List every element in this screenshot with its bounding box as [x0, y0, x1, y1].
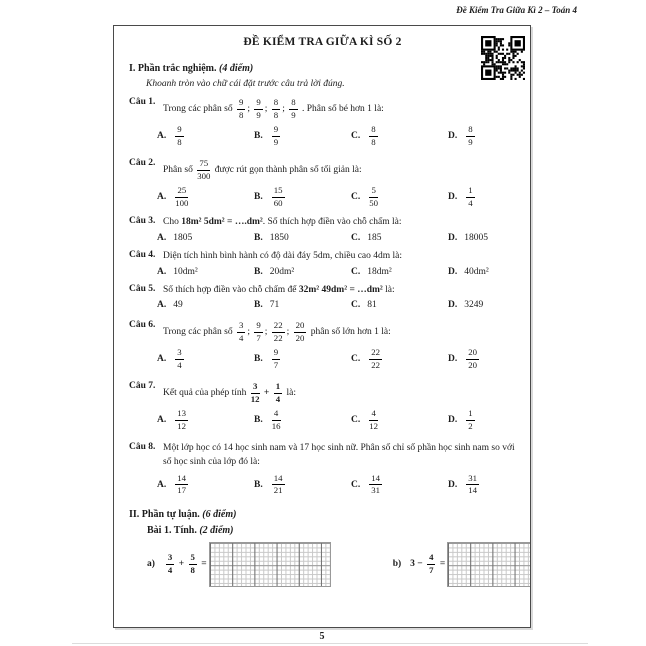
- answer-value: 18dm²: [367, 266, 392, 277]
- question-label: Câu 1.: [129, 97, 156, 107]
- fraction-numerator: 31: [466, 474, 479, 486]
- answer-label: D.: [448, 192, 458, 202]
- answer-label: B.: [254, 131, 263, 141]
- answer-value: 40dm²: [464, 266, 489, 277]
- fraction-numerator: 25: [175, 186, 188, 198]
- fraction-denominator: 9: [256, 109, 261, 120]
- fraction: [175, 186, 188, 208]
- exercise-expression: [410, 552, 445, 576]
- fraction-numerator: 20: [466, 348, 479, 360]
- answer-label: C.: [351, 131, 361, 141]
- fraction-denominator: 16: [271, 420, 281, 431]
- page-number: 5: [319, 631, 325, 642]
- answer-value: 18005: [464, 232, 488, 243]
- photo-edge-line: [72, 643, 588, 644]
- answers-row: [129, 182, 516, 211]
- fraction: [369, 409, 378, 431]
- question-content: [163, 97, 516, 121]
- answers-row: [129, 264, 516, 279]
- section1-numeral: I.: [129, 63, 136, 74]
- fraction: [175, 125, 183, 147]
- answer-option: [157, 300, 254, 310]
- answer-label: A.: [157, 232, 167, 243]
- answer-value: 185: [367, 232, 382, 243]
- question-label: Câu 6.: [129, 320, 156, 331]
- fraction-denominator: 100: [175, 197, 189, 208]
- fraction: [466, 186, 474, 208]
- section1-heading: [129, 63, 516, 74]
- answer-label: A.: [157, 300, 167, 311]
- fraction-denominator: 7: [273, 359, 279, 370]
- answers-row: [129, 405, 516, 434]
- text-segment: Phân số: [163, 165, 196, 176]
- text-segment: Cho: [163, 217, 182, 227]
- answer-option: [351, 300, 448, 310]
- answer-option: [254, 233, 351, 243]
- answer-option: [157, 124, 254, 148]
- section1-title: Phần trắc nghiệm.: [137, 63, 217, 74]
- answer-option: [351, 408, 448, 432]
- answer-option: [448, 124, 516, 148]
- fraction: [427, 553, 435, 575]
- fraction: [254, 321, 262, 343]
- fraction-numerator: 8: [289, 98, 297, 110]
- fraction: [251, 382, 260, 404]
- fraction-denominator: 14: [468, 485, 478, 496]
- section2-title: Phần tự luận.: [141, 508, 200, 520]
- question: [129, 158, 516, 182]
- fraction: [272, 186, 285, 208]
- question: [129, 442, 516, 470]
- answer-option: [351, 233, 448, 243]
- qr-code-icon: [481, 36, 525, 80]
- question-content: [163, 250, 516, 264]
- text-segment: 18m² 5dm² = ….dm²: [181, 217, 263, 227]
- answer-option: [254, 267, 351, 277]
- fraction-denominator: 20: [468, 359, 478, 370]
- fraction-numerator: 4: [272, 409, 281, 421]
- text-segment: 32m² 49dm² = …dm²: [298, 284, 383, 295]
- fraction-denominator: 4: [167, 564, 173, 575]
- fraction-numerator: 15: [272, 186, 285, 198]
- fraction-numerator: 9: [272, 125, 280, 137]
- question-content: [163, 320, 516, 344]
- answer-option: [351, 124, 448, 148]
- text-segment: là:: [382, 284, 395, 295]
- fraction-numerator: 4: [427, 553, 435, 565]
- text-segment: ;: [282, 104, 288, 115]
- fraction-numerator: 13: [175, 409, 188, 421]
- fraction-numerator: 4: [369, 409, 378, 421]
- fraction-denominator: 8: [190, 564, 195, 575]
- fraction-numerator: 9: [254, 321, 262, 333]
- fraction-denominator: 22: [371, 359, 381, 370]
- fraction: [272, 98, 280, 120]
- answer-option: [448, 267, 516, 277]
- answer-option: [448, 473, 516, 497]
- question-label: Câu 2.: [129, 158, 156, 168]
- text-segment: ;: [264, 327, 270, 338]
- fraction-denominator: 8: [177, 136, 182, 147]
- fraction: [166, 553, 174, 575]
- question: [129, 381, 516, 405]
- answer-label: B.: [254, 415, 263, 426]
- fraction-denominator: 4: [238, 332, 244, 343]
- fraction-denominator: 8: [238, 109, 244, 120]
- section2-numeral: II.: [129, 508, 140, 520]
- fraction: [254, 98, 262, 120]
- answer-label: D.: [448, 354, 458, 365]
- answer-option: [157, 408, 254, 432]
- question-content: [163, 284, 516, 298]
- answer-option: [448, 347, 516, 371]
- fraction-numerator: 9: [237, 98, 245, 110]
- fraction: [237, 98, 245, 120]
- fraction-numerator: 5: [189, 553, 197, 565]
- fraction-numerator: 22: [369, 348, 382, 360]
- fraction-denominator: 50: [369, 197, 379, 208]
- fraction: [369, 474, 382, 496]
- question-content: [163, 216, 516, 230]
- fraction-numerator: 1: [274, 382, 282, 394]
- fraction-denominator: 9: [468, 136, 473, 147]
- answer-option: [254, 347, 351, 371]
- fraction: [272, 474, 285, 496]
- text-segment: +: [261, 388, 272, 399]
- answer-option: [254, 124, 351, 148]
- fraction-numerator: 1: [466, 186, 474, 198]
- answer-label: A.: [157, 354, 167, 365]
- fraction-numerator: 9: [175, 125, 183, 137]
- question-content: [163, 158, 516, 182]
- exam-sheet: [113, 25, 531, 628]
- answer-label: D.: [448, 266, 458, 277]
- fraction: [197, 159, 210, 181]
- answer-value: 1850: [269, 232, 289, 243]
- fraction: [466, 474, 479, 496]
- answers-row: [129, 297, 516, 312]
- fraction-numerator: 8: [369, 125, 377, 137]
- answer-option: [351, 473, 448, 497]
- question-label: Câu 5.: [129, 283, 156, 294]
- exercise-label: b): [392, 559, 402, 570]
- fraction-denominator: 2: [468, 420, 473, 431]
- question: [129, 216, 516, 230]
- fraction-numerator: 5: [369, 186, 378, 198]
- section2-points: (6 điểm): [202, 508, 237, 520]
- answer-label: B.: [254, 232, 263, 243]
- answers-row: [129, 470, 516, 499]
- answer-value: 3249: [464, 300, 484, 311]
- answer-label: C.: [351, 415, 361, 426]
- answer-label: C.: [351, 192, 361, 202]
- answer-value: 10dm²: [173, 266, 198, 277]
- fraction: [175, 348, 183, 370]
- fraction: [175, 474, 188, 496]
- answer-option: [157, 347, 254, 371]
- fraction: [466, 409, 474, 431]
- answer-option: [157, 473, 254, 497]
- question-label: Câu 4.: [129, 249, 156, 260]
- fraction: [237, 321, 245, 343]
- answer-label: B.: [254, 192, 263, 202]
- text-segment: ;: [247, 104, 253, 115]
- fraction-numerator: 20: [294, 321, 307, 333]
- exercise-group-heading: [147, 525, 516, 536]
- text-segment: =: [437, 559, 446, 570]
- exercise-group-label: Bài 1. Tính.: [147, 524, 197, 536]
- answer-option: [254, 473, 351, 497]
- fraction-denominator: 9: [291, 109, 296, 120]
- fraction: [175, 409, 188, 431]
- answer-value: 81: [367, 300, 377, 311]
- text-segment: . Phân số bé hơn 1 là:: [299, 104, 384, 115]
- fraction: [274, 382, 282, 404]
- fraction-denominator: 8: [273, 109, 279, 120]
- answer-label: C.: [351, 232, 361, 243]
- fraction: [289, 98, 297, 120]
- fraction-denominator: 12: [250, 393, 260, 404]
- fraction: [272, 321, 285, 343]
- answer-option: [157, 185, 254, 209]
- fraction-numerator: 3: [251, 382, 260, 394]
- fraction: [272, 348, 280, 370]
- text-segment: ;: [286, 327, 292, 338]
- answer-label: B.: [254, 266, 263, 277]
- answer-option: [448, 233, 516, 243]
- answer-label: D.: [448, 300, 458, 311]
- answer-label: C.: [351, 300, 361, 311]
- fraction-denominator: 12: [177, 420, 187, 431]
- fraction-denominator: 31: [371, 485, 381, 496]
- section2-heading: [129, 509, 516, 520]
- fraction-denominator: 60: [273, 197, 283, 208]
- fraction-denominator: 7: [256, 332, 261, 343]
- question-content: [163, 381, 516, 405]
- text-segment: Kết quả của phép tính: [163, 388, 249, 399]
- fraction-numerator: 22: [272, 321, 285, 333]
- text-segment: Diện tích hình bình hành có độ dài đáy 5dm, chiều cao 4dm là:: [163, 250, 403, 261]
- answer-option: [351, 185, 448, 209]
- answer-option: [448, 408, 516, 432]
- fraction-numerator: 8: [466, 125, 474, 137]
- answer-label: C.: [351, 266, 361, 277]
- exercise: [147, 542, 331, 587]
- answer-label: A.: [157, 266, 167, 277]
- question-label: Câu 7.: [129, 381, 156, 392]
- fraction: [294, 321, 307, 343]
- answer-label: D.: [448, 479, 458, 490]
- text-segment: phân số lớn hơn 1 là:: [308, 327, 391, 338]
- fraction-denominator: 20: [295, 332, 305, 343]
- questions-container: [129, 97, 516, 499]
- text-segment: Số thích hợp điền vào chỗ chấm để: [163, 284, 299, 295]
- text-segment: Trong các phân số: [163, 327, 235, 338]
- answer-label: D.: [448, 131, 458, 141]
- fraction-denominator: 12: [369, 420, 379, 431]
- answer-label: D.: [448, 415, 458, 426]
- answer-label: A.: [157, 131, 167, 141]
- exercise-expression: [164, 552, 207, 576]
- fraction-denominator: 8: [371, 136, 376, 147]
- fraction: [466, 125, 474, 147]
- question-label: Câu 3.: [129, 216, 156, 226]
- fraction: [369, 125, 377, 147]
- answer-option: [157, 267, 254, 277]
- fraction: [466, 348, 479, 370]
- answer-label: B.: [254, 354, 263, 365]
- answer-option: [254, 185, 351, 209]
- answer-label: B.: [254, 300, 263, 311]
- instruction-text: Khoanh tròn vào chữ cái đặt trước câu trả lời đúng.: [146, 79, 345, 89]
- answer-label: C.: [351, 354, 361, 365]
- fraction-denominator: 22: [273, 332, 283, 343]
- page-header: Đề Kiểm Tra Giữa Kì 2 – Toán 4: [456, 5, 577, 15]
- fraction-numerator: 9: [254, 98, 262, 110]
- exercise-group-points: (2 điểm): [199, 524, 234, 536]
- text-segment: 3 −: [410, 559, 426, 570]
- fraction: [189, 553, 197, 575]
- fraction-numerator: 9: [272, 348, 280, 360]
- fraction-denominator: 17: [177, 485, 187, 496]
- answer-option: [254, 300, 351, 310]
- section1-points: (4 điểm): [219, 63, 254, 74]
- answer-label: A.: [157, 479, 167, 490]
- working-grid: [209, 542, 331, 587]
- text-segment: =: [198, 559, 207, 570]
- fraction-denominator: 4: [177, 359, 182, 370]
- fraction-denominator: 7: [429, 564, 434, 575]
- question: [129, 97, 516, 121]
- fraction-numerator: 3: [175, 348, 183, 360]
- answer-value: 71: [269, 300, 280, 311]
- answer-label: A.: [157, 192, 167, 202]
- fraction-denominator: 9: [273, 136, 279, 147]
- fraction-numerator: 14: [369, 474, 382, 486]
- fraction-numerator: 14: [175, 474, 188, 486]
- question-label: Câu 8.: [129, 442, 156, 453]
- question: [129, 320, 516, 344]
- text-segment: +: [176, 559, 187, 570]
- question: [129, 284, 516, 298]
- text-segment: là:: [284, 388, 296, 399]
- answers-row: [129, 121, 516, 150]
- text-segment: được rút gọn thành phân số tối giản là:: [212, 165, 362, 176]
- fraction-numerator: 1: [466, 409, 474, 421]
- answer-option: [157, 233, 254, 243]
- answer-option: [254, 408, 351, 432]
- working-grid: [447, 542, 531, 587]
- answer-label: D.: [448, 232, 458, 243]
- question: [129, 250, 516, 264]
- answer-option: [351, 347, 448, 371]
- fraction-numerator: 3: [166, 553, 174, 565]
- fraction: [369, 186, 378, 208]
- fraction-denominator: 300: [197, 170, 211, 181]
- fraction-numerator: 14: [272, 474, 285, 486]
- answer-label: A.: [157, 415, 167, 426]
- text-segment: ;: [264, 104, 270, 115]
- text-segment: ;: [247, 327, 253, 338]
- answer-label: C.: [351, 479, 361, 490]
- fraction-numerator: 75: [197, 159, 210, 171]
- answer-option: [448, 300, 516, 310]
- fraction: [369, 348, 382, 370]
- fraction-numerator: 3: [237, 321, 245, 333]
- answer-value: 49: [173, 300, 183, 311]
- question-content: [163, 442, 516, 470]
- text-segment: Trong các phân số: [163, 104, 235, 115]
- answer-label: B.: [254, 479, 263, 490]
- fraction: [272, 409, 281, 431]
- answer-option: [351, 267, 448, 277]
- answer-value: 1805: [173, 232, 193, 243]
- text-segment: . Số thích hợp điền vào chỗ chấm là:: [262, 217, 402, 227]
- fraction-denominator: 4: [468, 197, 473, 208]
- fraction: [272, 125, 280, 147]
- answers-row: [129, 230, 516, 245]
- answer-option: [448, 185, 516, 209]
- sheet-title: ĐỀ KIỂM TRA GIỮA KÌ SỐ 2: [243, 36, 402, 48]
- fraction-denominator: 4: [275, 393, 281, 404]
- answer-value: 20dm²: [269, 266, 295, 277]
- answers-row: [129, 344, 516, 373]
- exercise-row: [147, 542, 516, 587]
- exercise-label: a): [147, 559, 155, 570]
- fraction-denominator: 21: [273, 485, 283, 496]
- exercise: [393, 542, 531, 587]
- fraction-numerator: 8: [272, 98, 280, 110]
- text-segment: Một lớp học có 14 học sinh nam và 17 học sinh nữ. Phân số chỉ số phần học sinh nam so với số học sinh của lớp đó là:: [163, 443, 515, 468]
